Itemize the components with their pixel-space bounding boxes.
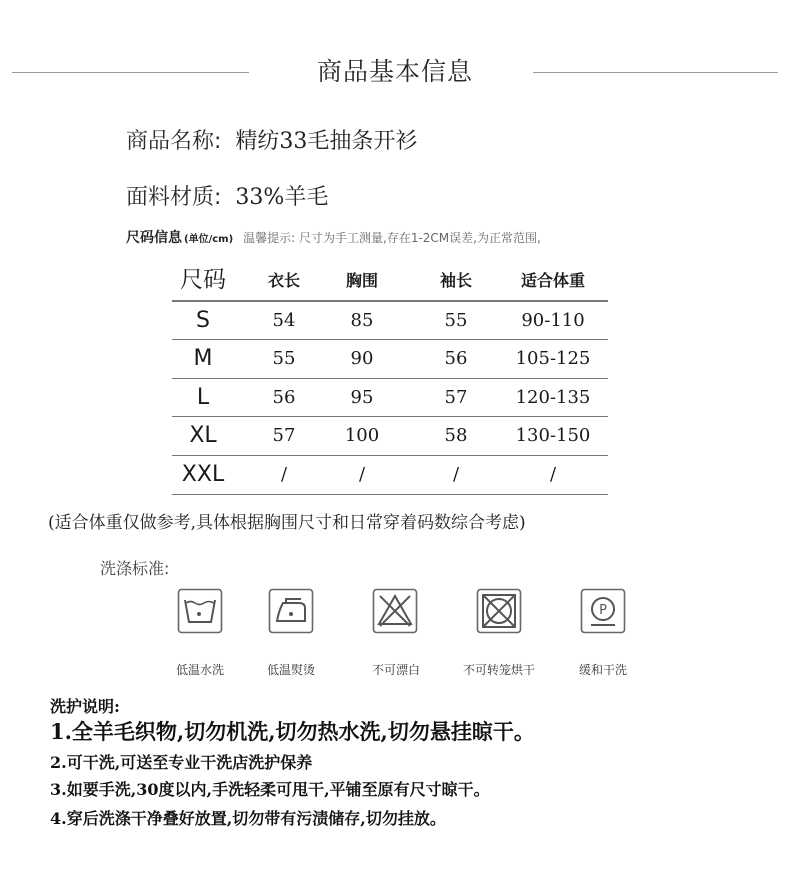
cell-sleeve: 55 [444,309,468,331]
cell-length: 56 [272,386,296,408]
cell-length: 55 [272,348,296,370]
cell-length: 57 [272,425,296,447]
cell-chest: 100 [344,425,380,447]
product-name-label: 商品名称: [126,129,222,154]
table-row [172,301,608,341]
fabric-row [126,180,328,211]
wash-label-low-temp-iron: 低温熨烫 [266,663,315,677]
header-sleeve: 袖长 [439,271,472,290]
table-row [172,417,608,456]
care-line-2: 2.可干洗,可送至专业干洗店洗护保养 [50,753,313,772]
cell-size: L [196,384,210,410]
cell-weight: 120-135 [515,386,591,408]
cell-weight: 130-150 [515,425,591,447]
table-row [172,340,608,379]
product-name-value: 精纺33毛抽条开衫 [235,129,418,154]
size-table-header [172,262,608,301]
cell-chest: 95 [350,386,374,408]
cell-weight: / [549,463,557,485]
page-title: 商品基本信息 [316,57,473,86]
wash-title: 洗涤标准: [100,559,170,578]
no-bleach-icon [372,588,418,634]
wash-label-no-bleach: 不可漂白 [371,663,420,677]
fabric-value: 33%羊毛 [235,185,329,210]
wash-label-no-tumble-dry: 不可转笼烘干 [462,663,535,677]
size-info-label: 尺码信息 [126,230,182,246]
cell-sleeve: 57 [444,386,468,408]
cell-chest: 85 [350,309,374,331]
size-info-note: 温馨提示: 尺寸为手工测量,存在1-2CM误差,为正常范围, [243,231,541,245]
header-weight: 适合体重 [520,271,585,290]
care-line-4: 4.穿后洗涤干净叠好放置,切勿带有污渍储存,切勿挂放。 [50,809,446,828]
table-row [172,456,608,495]
size-table [172,262,608,495]
table-row [172,379,608,418]
header-size: 尺码 [180,267,226,293]
care-title: 洗护说明: [50,697,120,716]
cell-sleeve: 58 [444,425,468,447]
size-info-line [126,227,541,247]
product-name-row [126,124,417,155]
low-temp-iron-icon [268,588,314,634]
low-temp-wash-icon [177,588,223,634]
cell-chest: 90 [350,348,374,370]
size-info-unit: (单位/cm) [184,234,234,245]
cell-size: XL [189,423,217,449]
header-length: 衣长 [267,271,300,290]
cell-size: S [196,307,210,333]
cell-chest: / [358,463,366,485]
cell-size: M [193,346,213,372]
care-line-3: 3.如要手洗,30度以内,手洗轻柔可甩干,平铺至原有尺寸晾干。 [50,780,490,799]
cell-length: 54 [272,309,296,331]
cell-sleeve: 56 [444,348,468,370]
header-chest: 胸围 [345,271,378,290]
no-tumble-dry-icon [476,588,522,634]
cell-weight: 105-125 [515,348,591,370]
cell-length: / [280,463,288,485]
weight-remark: (适合体重仅做参考,具体根据胸围尺寸和日常穿着码数综合考虑) [48,513,526,533]
cell-weight: 90-110 [521,309,585,331]
care-line-1: 1.全羊毛织物,切勿机洗,切勿热水洗,切勿悬挂晾干。 [50,719,535,744]
wash-label-low-temp-wash: 低温水洗 [175,663,224,677]
fabric-label: 面料材质: [126,185,222,210]
cell-sleeve: / [452,463,460,485]
gentle-dry-clean-icon [580,588,626,634]
wash-label-gentle-dry-clean: 缓和干洗 [578,663,627,677]
cell-size: XXL [181,461,225,487]
svg-text:P: P [599,603,607,618]
